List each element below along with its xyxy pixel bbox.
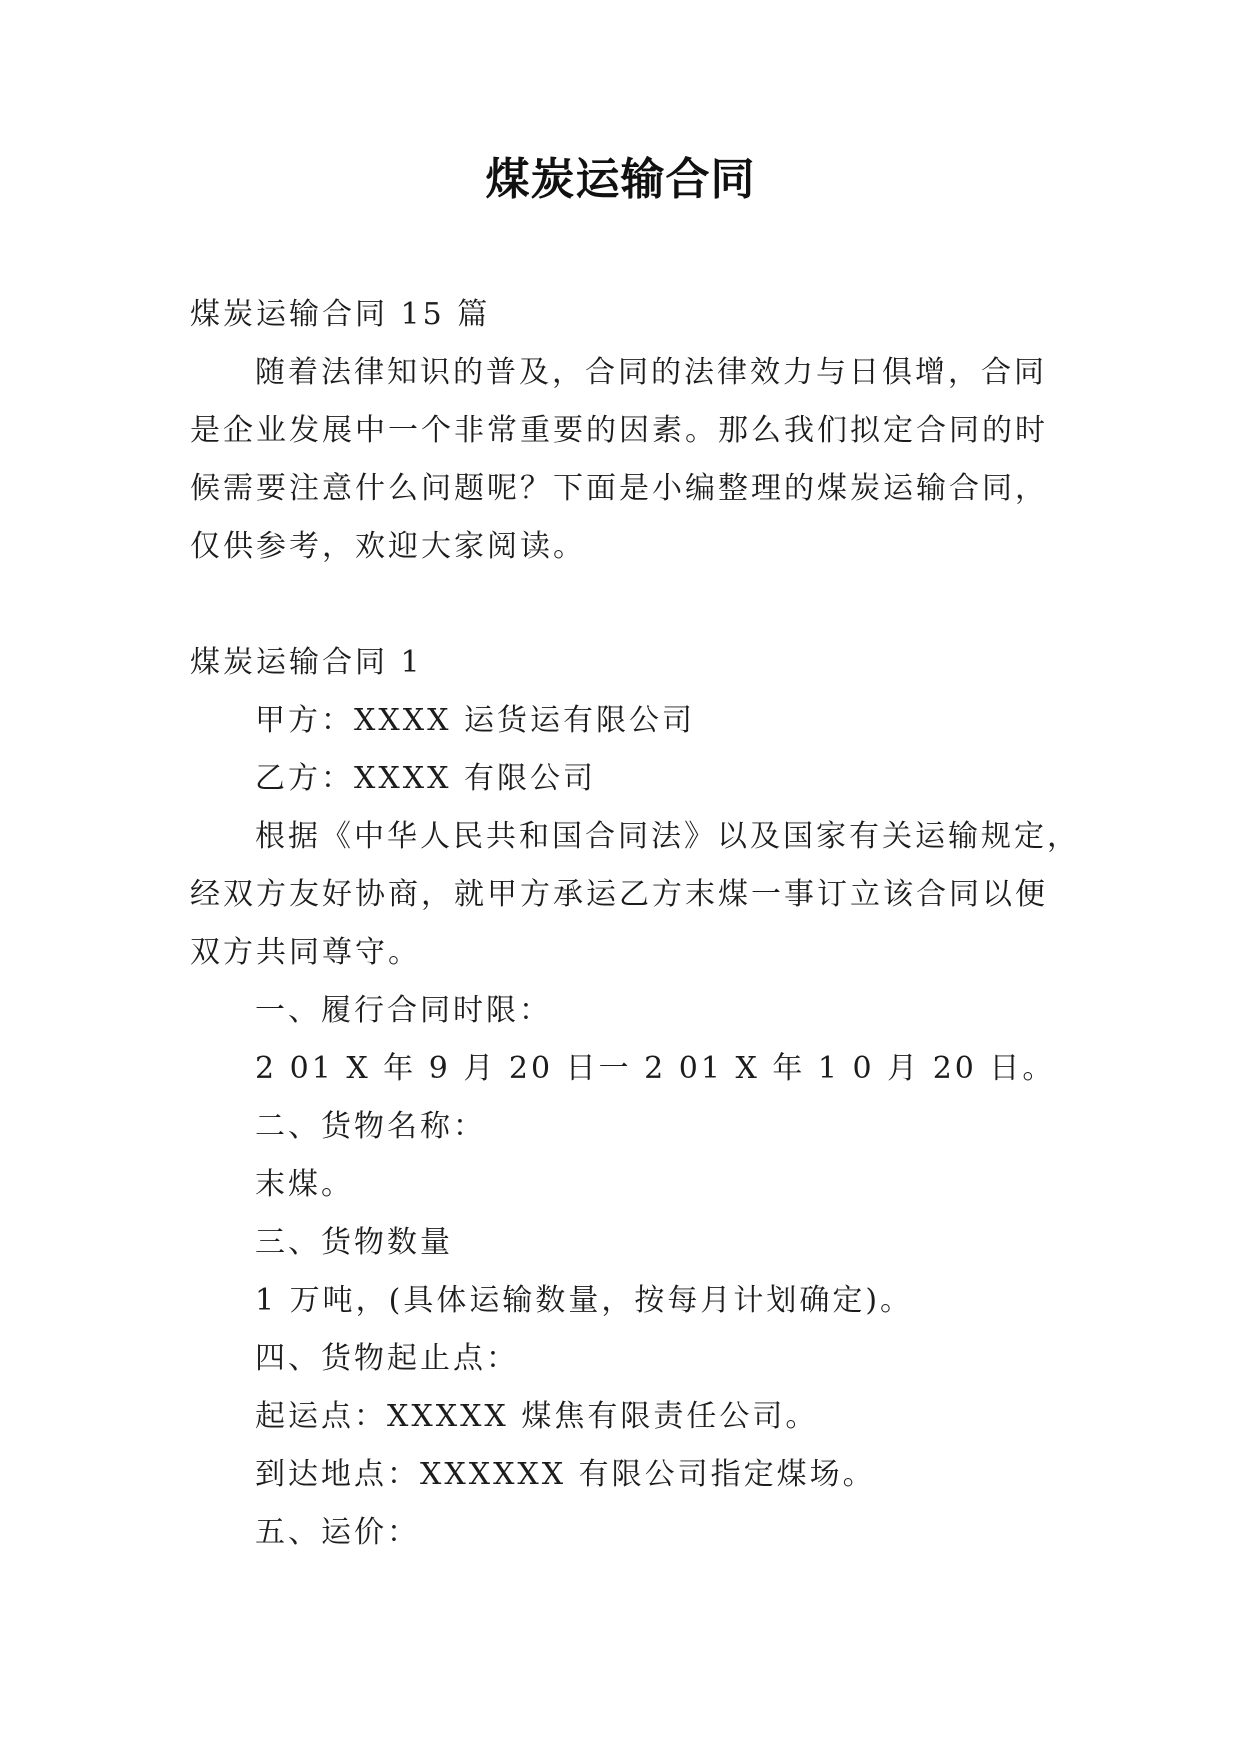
clause-destination: 到达地点：XXXXXX 有限公司指定煤场。 (255, 1457, 876, 1492)
clause-heading-route: 四、货物起止点： (255, 1341, 519, 1376)
basis-line: 经双方友好协商，就甲方承运乙方末煤一事订立该合同以便 (190, 877, 1048, 912)
intro-line: 候需要注意什么问题呢？下面是小编整理的煤炭运输合同， (190, 471, 1048, 506)
clause-heading-term: 一、履行合同时限： (255, 993, 552, 1028)
clause-heading-freight-rate: 五、运价： (255, 1515, 420, 1550)
clause-heading-quantity: 三、货物数量 (255, 1225, 453, 1260)
clause-quantity-value: 1 万吨，(具体运输数量，按每月计划确定)。 (255, 1283, 914, 1318)
clause-origin: 起运点：XXXXX 煤焦有限责任公司。 (255, 1399, 819, 1434)
party-b: 乙方：XXXX 有限公司 (255, 761, 596, 796)
intro-line: 是企业发展中一个非常重要的因素。那么我们拟定合同的时 (190, 413, 1048, 448)
clause-term-value: 2 01 X 年 9 月 20 日一 2 01 X 年 1 0 月 20 日。 (255, 1051, 1056, 1086)
basis-line: 根据《中华人民共和国合同法》以及国家有关运输规定， (255, 819, 1080, 854)
document-subtitle: 煤炭运输合同 15 篇 (190, 297, 491, 332)
intro-line: 仅供参考，欢迎大家阅读。 (190, 529, 586, 564)
basis-line: 双方共同尊守。 (190, 935, 421, 970)
intro-line: 随着法律知识的普及，合同的法律效力与日俱增，合同 (255, 355, 1047, 390)
party-a: 甲方：XXXX 运货运有限公司 (255, 703, 695, 738)
clause-heading-goods-name: 二、货物名称： (255, 1109, 486, 1144)
section-heading: 煤炭运输合同 1 (190, 645, 423, 680)
clause-goods-name-value: 末煤。 (255, 1167, 354, 1202)
document-title: 煤炭运输合同 (485, 154, 756, 205)
